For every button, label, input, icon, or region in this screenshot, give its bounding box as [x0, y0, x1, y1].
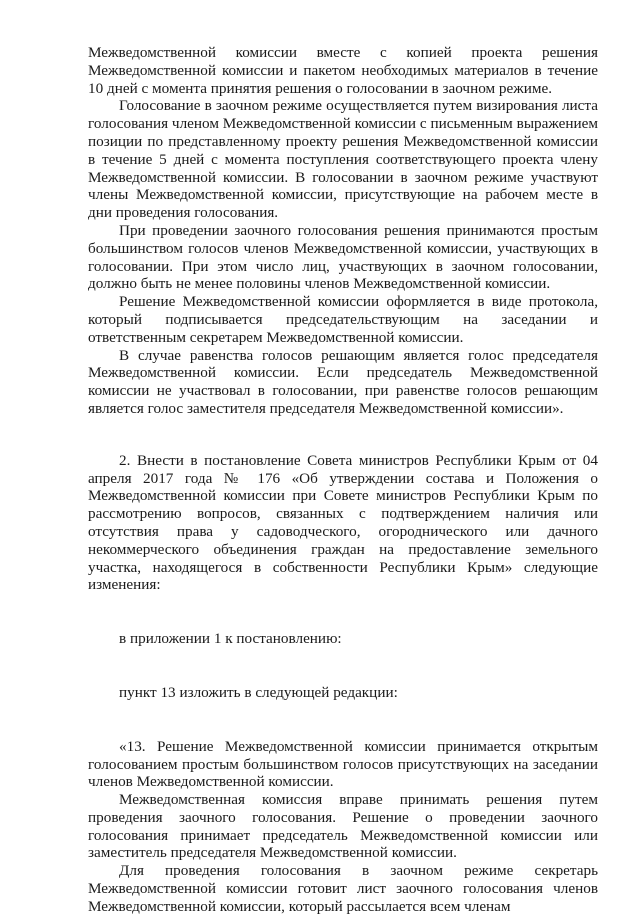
paragraph-voting-procedure: Голосование в заочном режиме осуществляется путем визирования листа голосования членом Межведомственной комиссии с письменным выражением позиции по представленному проекту решения Межведомственной комиссии в течение 5 дней с момента поступления соответствующего проекта члену Межведомственной комиссии. В голосовании в заочном режиме участвуют члены Межведомственной комиссии, присутствующие на рабочем месте в дни проведения голосования.	[88, 97, 598, 222]
paragraph-appendix-ref: в приложении 1 к постановлению:	[119, 630, 342, 648]
paragraph-secretary: Для проведения голосования в заочном режиме секретарь Межведомственной комиссии готовит лист заочного голосования членов Межведомственной комиссии, который рассылается всем членам	[88, 862, 598, 915]
document-body	[88, 44, 598, 916]
paragraph-tie-break: В случае равенства голосов решающим является голос председателя Межведомственной комиссии. Если председатель Межведомственной комиссии не участвовал в голосовании, при равенстве голосов решающим является голос заместителя председателя Межведомственной комиссии».	[88, 346, 598, 417]
paragraph-protocol: Решение Межведомственной комиссии оформляется в виде протокола, который подписывается председательствующим на заседании и ответственным секретарем Межведомственной комиссии.	[88, 293, 598, 346]
paragraph-majority-rule: При проведении заочного голосования решения принимаются простым большинством голосов членов Межведомственной комиссии, участвующих в голосовании. При этом число лиц, участвующих в заочном голосовании, должно быть не менее половины членов Межведомственной комиссии.	[88, 221, 598, 293]
paragraph-continuation: Межведомственной комиссии вместе с копией проекта решения Межведомственной комиссии и пакетом необходимых материалов в течение 10 дней с момента принятия решения о голосовании в заочном режиме.	[88, 44, 598, 97]
paragraph-point-13-intro: пункт 13 изложить в следующей редакции:	[119, 683, 398, 701]
paragraph-item-2: 2. Внести в постановление Совета министров Республики Крым от 04 апреля 2017 года № 176 «Об утверждении состава и Положения о Межведомственной комиссии при Совете министров Республики Крым по рассмотрению вопросов, связанных с подтверждением наличия или отсутствия права у садоводческого, огороднического или дачного некоммерческого объединения граждан на предоставление земельного участка, находящегося в собственности Республики Крым» следующие изменения:	[88, 451, 598, 594]
paragraph-remote-voting: Межведомственная комиссия вправе принимать решения путем проведения заочного голосования. Решение о проведении заочного голосования принимает председатель Межведомственной комиссии или заместитель председателя Межведомственной комиссии.	[88, 791, 598, 862]
paragraph-point-13: «13. Решение Межведомственной комиссии принимается открытым голосованием простым большинством голосов присутствующих на заседании членов Межведомственной комиссии.	[88, 737, 598, 791]
